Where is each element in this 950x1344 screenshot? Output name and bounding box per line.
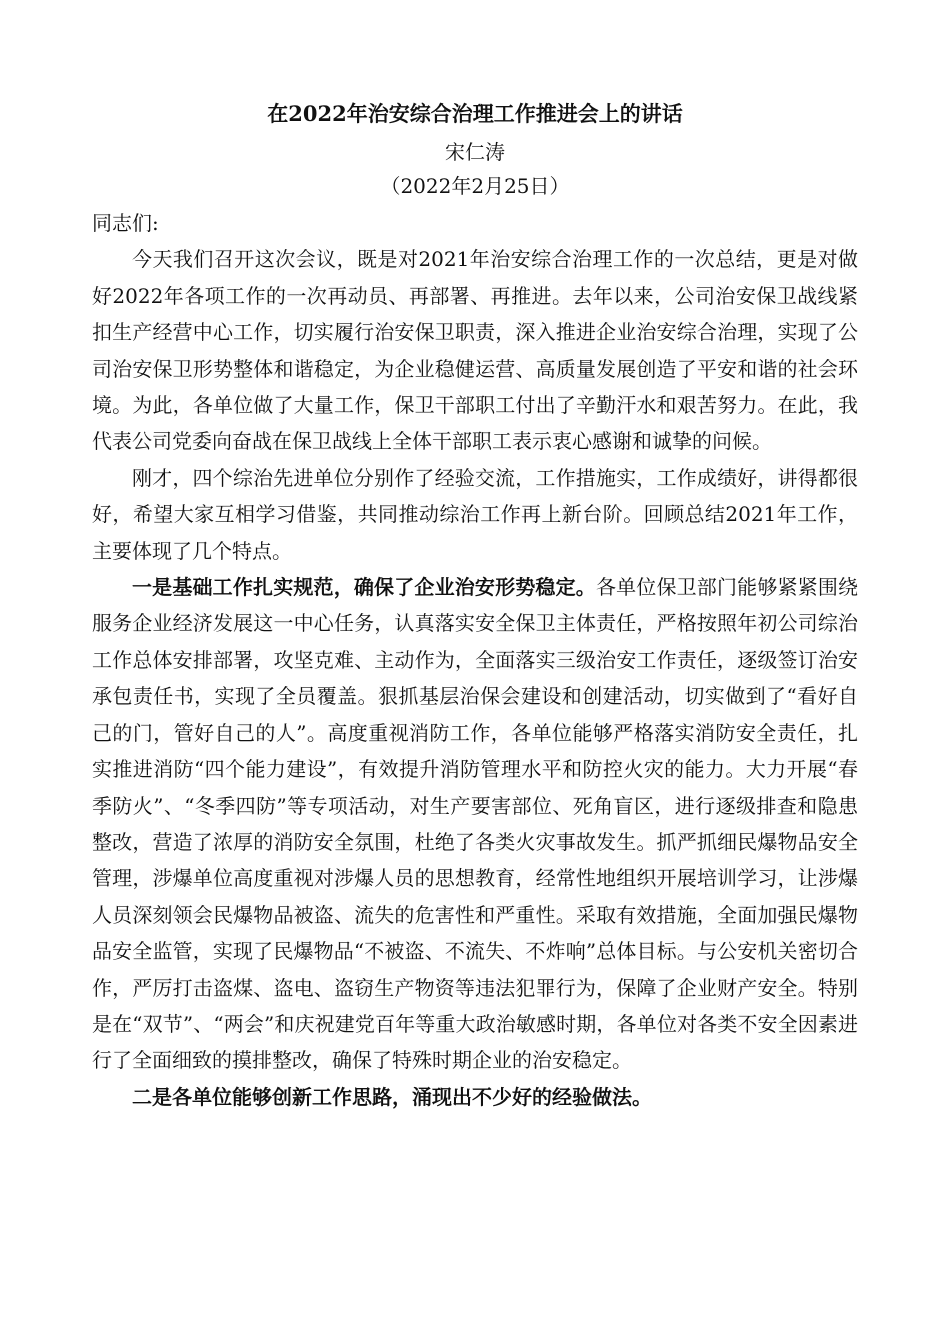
paragraph-lead: 二是各单位能够创新工作思路，涌现出不少好的经验做法。 [132,1084,652,1109]
paragraph-4 [92,1079,858,1115]
document-title: 在2022年治安综合治理工作推进会上的讲话 [267,101,683,126]
document-body [92,205,858,1115]
paragraph-text: 今天我们召开这次会议，既是对2021年治安综合治理工作的一次总结，更是对做好2022年各项工作的一次再动员、再部署、再推进。去年以来，公司治安保卫战线紧扣生产经营中心工作，切实履行治安保卫职责，深入推进企业治安综合治理，实现了公司治安保卫形势整体和谐稳定，为企业稳健运营、高质量发展创造了平安和谐的社会环境。为此，各单位做了大量工作，保卫干部职工付出了辛勤汗水和艰苦努力。在此，我代表公司党委向奋战在保卫战线上全体干部职工表示衷心感谢和诚挚的问候。 [92,247,858,454]
paragraph-1 [92,241,858,459]
document-date: （2022年2月25日） [380,174,570,198]
salutation: 同志们: [92,211,159,235]
paragraph-lead: 一是基础工作扎实规范，确保了企业治安形势稳定。 [132,575,596,600]
paragraph-2 [92,460,858,569]
paragraph-text: 各单位保卫部门能够紧紧围绕服务企业经济发展这一中心任务，认真落实安全保卫主体责任，严格按照年初公司综治工作总体安排部署，攻坚克难、主动作为，全面落实三级治安工作责任，逐级签订治安承包责任书，实现了全员覆盖。狠抓基层治保会建设和创建活动，切实做到了“看好自己的门，管好自己的人”。高度重视消防工作，各单位能够严格落实消防安全责任，扎实推进消防“四个能力建设”，有效提升消防管理水平和防控火灾的能力。大力开展“春季防火”、“冬季四防”等专项活动，对生产要害部位、死角盲区，进行逐级排查和隐患整改，营造了浓厚的消防安全氛围，杜绝了各类火灾事故发生。抓严抓细民爆物品安全管理，涉爆单位高度重视对涉爆人员的思想教育，经常性地组织开展培训学习，让涉爆人员深刻领会民爆物品被盗、流失的危害性和严重性。采取有效措施，全面加强民爆物品安全监管，实现了民爆物品“不被盗、不流失、不炸响”总体目标。与公安机关密切合作，严厉打击盗煤、盗电、盗窃生产物资等违法犯罪行为，保障了企业财产安全。特别是在“双节”、“两会”和庆祝建党百年等重大政治敏感时期，各单位对各类不安全因素进行了全面细致的摸排整改，确保了特殊时期企业的治安稳定。 [92,575,859,1073]
document-author: 宋仁涛 [445,140,505,164]
paragraph-text: 刚才，四个综治先进单位分别作了经验交流，工作措施实，工作成绩好，讲得都很好，希望大家互相学习借鉴，共同推动综治工作再上新台阶。回顾总结2021年工作，主要体现了几个特点。 [92,465,858,563]
paragraph-3 [92,569,858,1079]
